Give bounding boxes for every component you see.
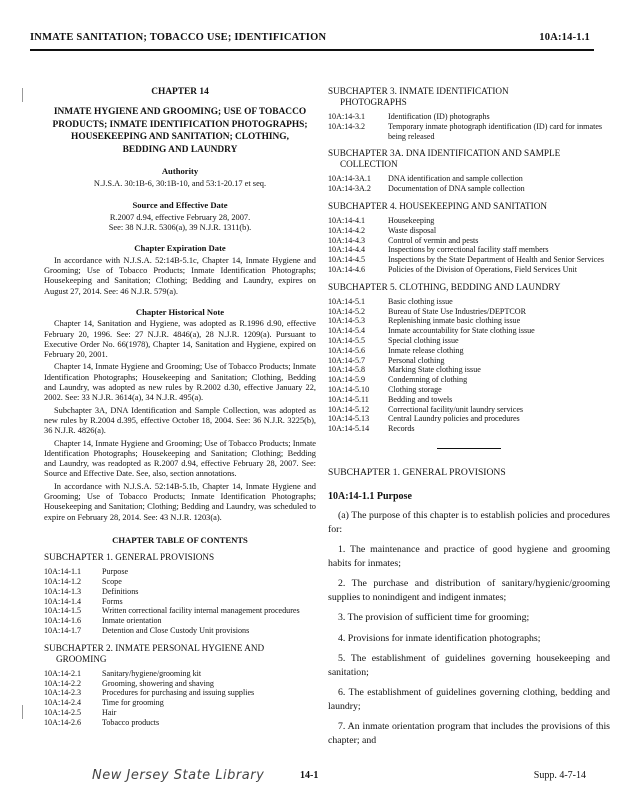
body-paragraph: 7. An inmate orientation program that includes the provisions of this chapter; and xyxy=(328,721,610,746)
expiration-heading: Chapter Expiration Date xyxy=(134,243,226,254)
toc-subchapter-2-list xyxy=(44,669,316,728)
chapter-title: INMATE HYGIENE AND GROOMING; USE OF TOBACCO PRODUCTS; INMATE IDENTIFICATION PHOTOGRAPHS; HOUSEKEEPING AND SANITATION; CLOTHING, BEDDING AND LAUNDRY xyxy=(52,107,308,155)
body-subchapter-heading: SUBCHAPTER 1. GENERAL PROVISIONS xyxy=(328,466,506,478)
toc-subchapter-1-title: SUBCHAPTER 1. GENERAL PROVISIONS xyxy=(44,552,215,563)
authority-text: N.J.S.A. 30:1B-6, 30:1B-10, and 53:1-20.17 et seq. xyxy=(93,179,267,189)
toc-entry[interactable]: 10A:14-4.6 Policies of the Division of Operations, Field Services Unit xyxy=(328,264,578,274)
body-paragraph: 1. The maintenance and practice of good hygiene and grooming habits for inmates; xyxy=(328,544,610,569)
toc-entry[interactable]: 10A:14-5.14 Records xyxy=(328,424,415,434)
history-paragraph: Chapter 14, Inmate Hygiene and Grooming; Use of Tobacco Products; Inmate Identification Photographs; Housekeeping and Sanitation; Clothing, Bedding and Laundry, was adopted as new rules by R.2002 d.30, effective January 22, 2002. See: 33 N.J.R. 3614(a), 34 N.J.R. 495(a). xyxy=(44,362,316,403)
toc-entry[interactable]: 10A:14-2.4 Time for grooming xyxy=(44,698,164,708)
toc-subchapter-4-list xyxy=(328,216,610,275)
toc-heading: CHAPTER TABLE OF CONTENTS xyxy=(112,534,248,545)
header-section-number: 10A:14-1.1 xyxy=(539,32,590,43)
body-paragraph: 2. The purchase and distribution of sanitary/hygienic/grooming supplies to nonindigent and indigent inmates; xyxy=(328,578,610,603)
toc-entry[interactable]: 10A:14-3A.2 Documentation of DNA sample collection xyxy=(328,184,525,194)
toc-subchapter-5-title: SUBCHAPTER 5. CLOTHING, BEDDING AND LAUNDRY xyxy=(328,281,561,292)
source-heading: Source and Effective Date xyxy=(132,199,228,210)
toc-entry[interactable]: 10A:14-5.8 Marking State clothing issue xyxy=(328,365,481,375)
toc-entry[interactable]: 10A:14-4.3 Control of vermin and pests xyxy=(328,235,479,245)
toc-subchapter-1-list xyxy=(44,567,316,636)
toc-entry[interactable]: 10A:14-1.2 Scope xyxy=(44,577,122,586)
toc-entry[interactable]: 10A:14-2.1 Sanitary/hygiene/grooming kit xyxy=(44,668,202,678)
scan-mark xyxy=(22,705,23,719)
toc-entry[interactable]: 10A:14-5.5 Special clothing issue xyxy=(328,335,459,345)
authority-heading: Authority xyxy=(161,166,199,176)
body-paragraph: 3. The provision of sufficient time for grooming; xyxy=(338,612,530,624)
page-footer xyxy=(0,768,618,788)
toc-entry[interactable]: 10A:14-5.1 Basic clothing issue xyxy=(328,296,453,306)
toc-entry[interactable]: 10A:14-3.2 Temporary inmate photograph identification (ID) card for inmates being released xyxy=(328,121,603,141)
toc-entry[interactable]: 10A:14-5.6 Inmate release clothing xyxy=(328,345,464,355)
right-column xyxy=(328,56,610,747)
toc-subchapter-5-list xyxy=(328,297,610,434)
toc-entry[interactable]: 10A:14-5.9 Condemning of clothing xyxy=(328,375,468,385)
toc-subchapter-3-list xyxy=(328,112,610,141)
body-paragraph: 5. The establishment of guidelines governing housekeeping and sanitation; xyxy=(328,653,610,678)
toc-entry[interactable]: 10A:14-2.6 Tobacco products xyxy=(44,717,160,727)
toc-subchapter-2-title: SUBCHAPTER 2. INMATE PERSONAL HYGIENE AND GROOMING xyxy=(44,642,265,664)
body-paragraph: 6. The establishment of guidelines governing clothing, bedding and laundry; xyxy=(328,687,610,712)
page-number: 14-1 xyxy=(300,770,319,781)
library-watermark: New Jersey State Library xyxy=(92,768,265,783)
toc-entry[interactable]: 10A:14-1.5 Written correctional facility internal management procedures xyxy=(44,606,300,616)
toc-subchapter-3-title: SUBCHAPTER 3. INMATE IDENTIFICATION PHOTOGRAPHS xyxy=(328,86,509,107)
toc-entry[interactable]: 10A:14-2.5 Hair xyxy=(44,707,117,717)
supplement-date: Supp. 4-7-14 xyxy=(533,770,586,781)
section-title: 10A:14-1.1 Purpose xyxy=(328,490,412,502)
chapter-number: CHAPTER 14 xyxy=(151,87,209,97)
toc-entry[interactable]: 10A:14-5.4 Inmate accountability for State clothing issue xyxy=(328,326,535,336)
header-rule xyxy=(30,49,594,51)
section-divider xyxy=(437,448,501,449)
toc-subchapter-3a-title: SUBCHAPTER 3A. DNA IDENTIFICATION AND SAMPLE COLLECTION xyxy=(328,148,561,170)
left-column xyxy=(44,56,316,728)
toc-entry[interactable]: 10A:14-4.2 Waste disposal xyxy=(328,225,437,235)
body-paragraph: (a) The purpose of this chapter is to establish policies and procedures for: xyxy=(328,510,610,535)
toc-entry[interactable]: 10A:14-1.4 Forms xyxy=(44,596,123,606)
toc-entry[interactable]: 10A:14-5.3 Replenishing inmate basic clothing issue xyxy=(328,316,521,326)
toc-entry[interactable]: 10A:14-5.12 Correctional facility/unit laundry services xyxy=(328,404,524,414)
header-title: INMATE SANITATION; TOBACCO USE; IDENTIFICATION xyxy=(30,32,327,43)
toc-entry[interactable]: 10A:14-3.1 Identification (ID) photographs xyxy=(328,112,490,121)
toc-entry[interactable]: 10A:14-5.7 Personal clothing xyxy=(328,355,445,365)
toc-entry[interactable]: 10A:14-3A.1 DNA identification and sample collection xyxy=(328,174,523,184)
toc-entry[interactable]: 10A:14-5.10 Clothing storage xyxy=(328,384,442,394)
toc-entry[interactable]: 10A:14-2.3 Procedures for purchasing and issuing supplies xyxy=(44,688,255,698)
toc-entry[interactable]: 10A:14-4.4 Inspections by correctional facility staff members xyxy=(328,245,549,255)
running-header xyxy=(30,32,590,46)
toc-entry[interactable]: 10A:14-1.6 Inmate orientation xyxy=(44,616,162,626)
toc-subchapter-4-title: SUBCHAPTER 4. HOUSEKEEPING AND SANITATION xyxy=(328,200,548,211)
body-paragraph: 4. Provisions for inmate identification photographs; xyxy=(338,632,541,644)
toc-entry[interactable]: 10A:14-1.1 Purpose xyxy=(44,567,129,577)
source-text-1: R.2007 d.94, effective February 28, 2007. xyxy=(109,212,251,222)
toc-entry[interactable]: 10A:14-4.1 Housekeeping xyxy=(328,215,435,225)
toc-entry[interactable]: 10A:14-4.5 Inspections by the State Department of Health and Senior Services xyxy=(328,255,604,265)
history-paragraph: In accordance with N.J.S.A. 52:14B-5.1b, Chapter 14, Inmate Hygiene and Grooming; Use of Tobacco Products; Inmate Identification Photographs; Housekeeping and Sanitation; Clothing; Bedding and Laundry, was scheduled to expire on February 28, 2014. See: 43 N.J.R. 1203(a). xyxy=(44,481,316,522)
history-paragraph: Subchapter 3A, DNA Identification and Sample Collection, was adopted as new rules by R.2004 d.395, effective October 18, 2004. See: 36 N.J.R. 3225(b), 36 N.J.R. 4826(a). xyxy=(44,405,316,436)
toc-entry[interactable]: 10A:14-5.11 Bedding and towels xyxy=(328,394,453,404)
toc-entry[interactable]: 10A:14-1.7 Detention and Close Custody Unit provisions xyxy=(44,625,250,635)
toc-entry[interactable]: 10A:14-2.2 Grooming, showering and shaving xyxy=(44,678,214,688)
source-text-2: See: 38 N.J.R. 5306(a), 39 N.J.R. 1311(b). xyxy=(108,223,252,233)
history-paragraph: Chapter 14, Inmate Hygiene and Grooming; Use of Tobacco Products; Inmate Identification Photographs; Housekeeping and Sanitation; Clothing; Bedding and Laundry, was readopted as R.2007 d.94, effective February 28, 2007. See: Source and Effective Date. See, also, section annotations. xyxy=(44,438,316,479)
toc-entry[interactable]: 10A:14-5.13 Central Laundry policies and procedures xyxy=(328,414,520,424)
expiration-text: In accordance with N.J.S.A. 52:14B-5.1c, Chapter 14, Inmate Hygiene and Grooming; Use of Tobacco Products; Inmate Identification Photographs; Housekeeping and Sanitation; Clothing; Bedding and Laundry, expires on August 27, 2014. See: 46 N.J.R. 579(a). xyxy=(44,255,316,296)
history-heading: Chapter Historical Note xyxy=(135,306,225,317)
toc-subchapter-3a-list xyxy=(328,174,610,194)
toc-entry[interactable]: 10A:14-5.2 Bureau of State Use Industries/DEPTCOR xyxy=(328,306,527,316)
toc-entry[interactable]: 10A:14-1.3 Definitions xyxy=(44,586,139,596)
scan-mark xyxy=(22,88,23,102)
history-paragraph: Chapter 14, Sanitation and Hygiene, was adopted as R.1996 d.90, effective February 20, 1996. See: 27 N.J.R. 4846(a), 28 N.J.R. 1209(a). Pursuant to Executive Order No. 66(1978), Chapter 14, Sanitation and Hygiene, expired on February 20, 2001. xyxy=(44,319,316,360)
